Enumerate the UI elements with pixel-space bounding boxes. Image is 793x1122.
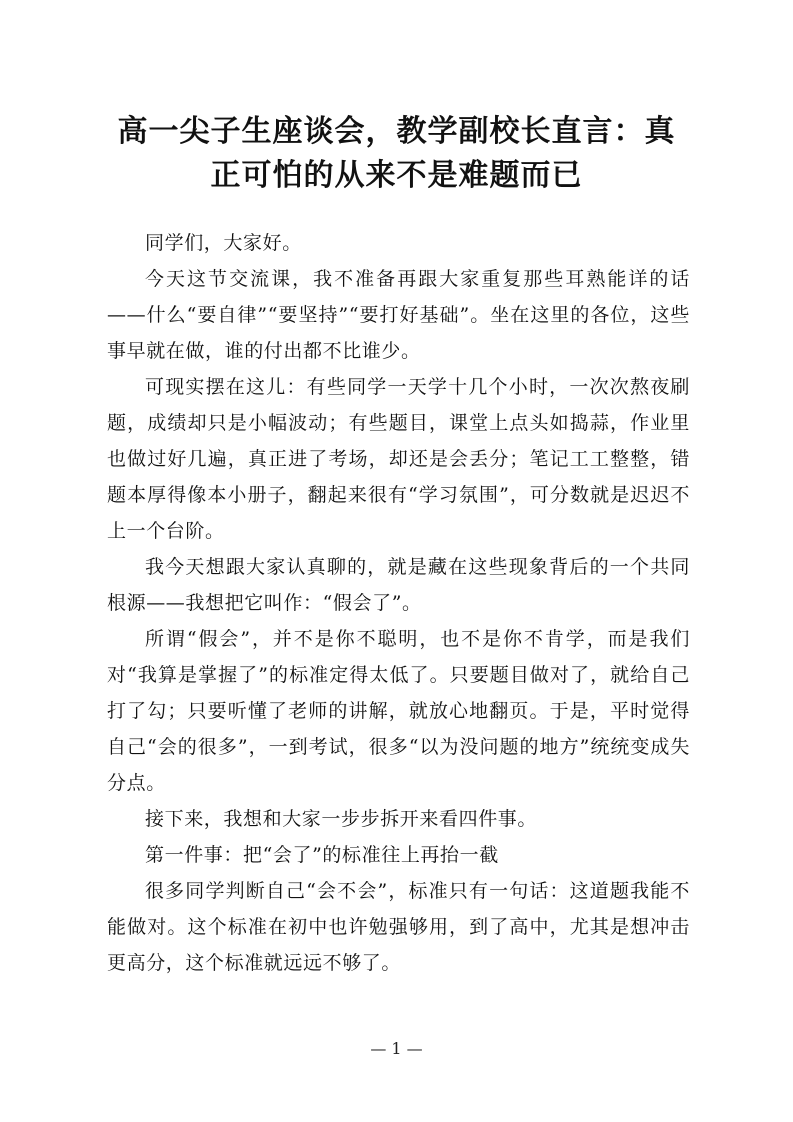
section-heading-first: 第一件事：把“会了”的标准往上再抬一截 xyxy=(145,844,499,866)
paragraph-standard: 很多同学判断自己“会不会”，标准只有一句话：这道题我能不能做对。这个标准在初中也许勉强够用，到了高中，尤其是想冲击更高分，这个标准就远远不够了。 xyxy=(107,880,690,974)
title-line-2: 正可怕的从来不是难题而已 xyxy=(210,158,583,193)
document-body xyxy=(107,225,690,981)
paragraph-intro: 今天这节交流课，我不准备再跟大家重复那些耳熟能详的话——什么“要自律”“要坚持”“要打好基础”。坐在这里的各位，这些事早就在做，谁的付出都不比谁少。 xyxy=(107,268,690,362)
paragraph-greeting: 同学们，大家好。 xyxy=(145,232,302,254)
paragraph-root-cause: 我今天想跟大家认真聊的，就是藏在这些现象背后的一个共同根源——我想把它叫作：“假会了”。 xyxy=(107,556,690,614)
document-title xyxy=(100,110,693,198)
title-line-1: 高一尖子生座谈会，教学副校长直言：真 xyxy=(117,114,676,149)
paragraph-fake-mastery: 所谓“假会”，并不是你不聪明，也不是你不肯学，而是我们对“我算是掌握了”的标准定得太低了。只要题目做对了，就给自己打了勾；只要听懂了老师的讲解，就放心地翻页。于是，平时觉得自己“会的很多”，一到考试，很多“以为没问题的地方”统统变成失分点。 xyxy=(107,628,690,794)
paragraph-four-things: 接下来，我想和大家一步步拆开来看四件事。 xyxy=(145,808,538,830)
page-number: — 1 — xyxy=(370,1039,423,1058)
paragraph-reality: 可现实摆在这儿：有些同学一天学十几个小时，一次次熬夜刷题，成绩却只是小幅波动；有些题目，课堂上点头如捣蒜，作业里也做过好几遍，真正进了考场，却还是会丢分；笔记工工整整，错题本厚得像本小册子，翻起来很有“学习氛围”，可分数就是迟迟不上一个台阶。 xyxy=(107,376,690,542)
